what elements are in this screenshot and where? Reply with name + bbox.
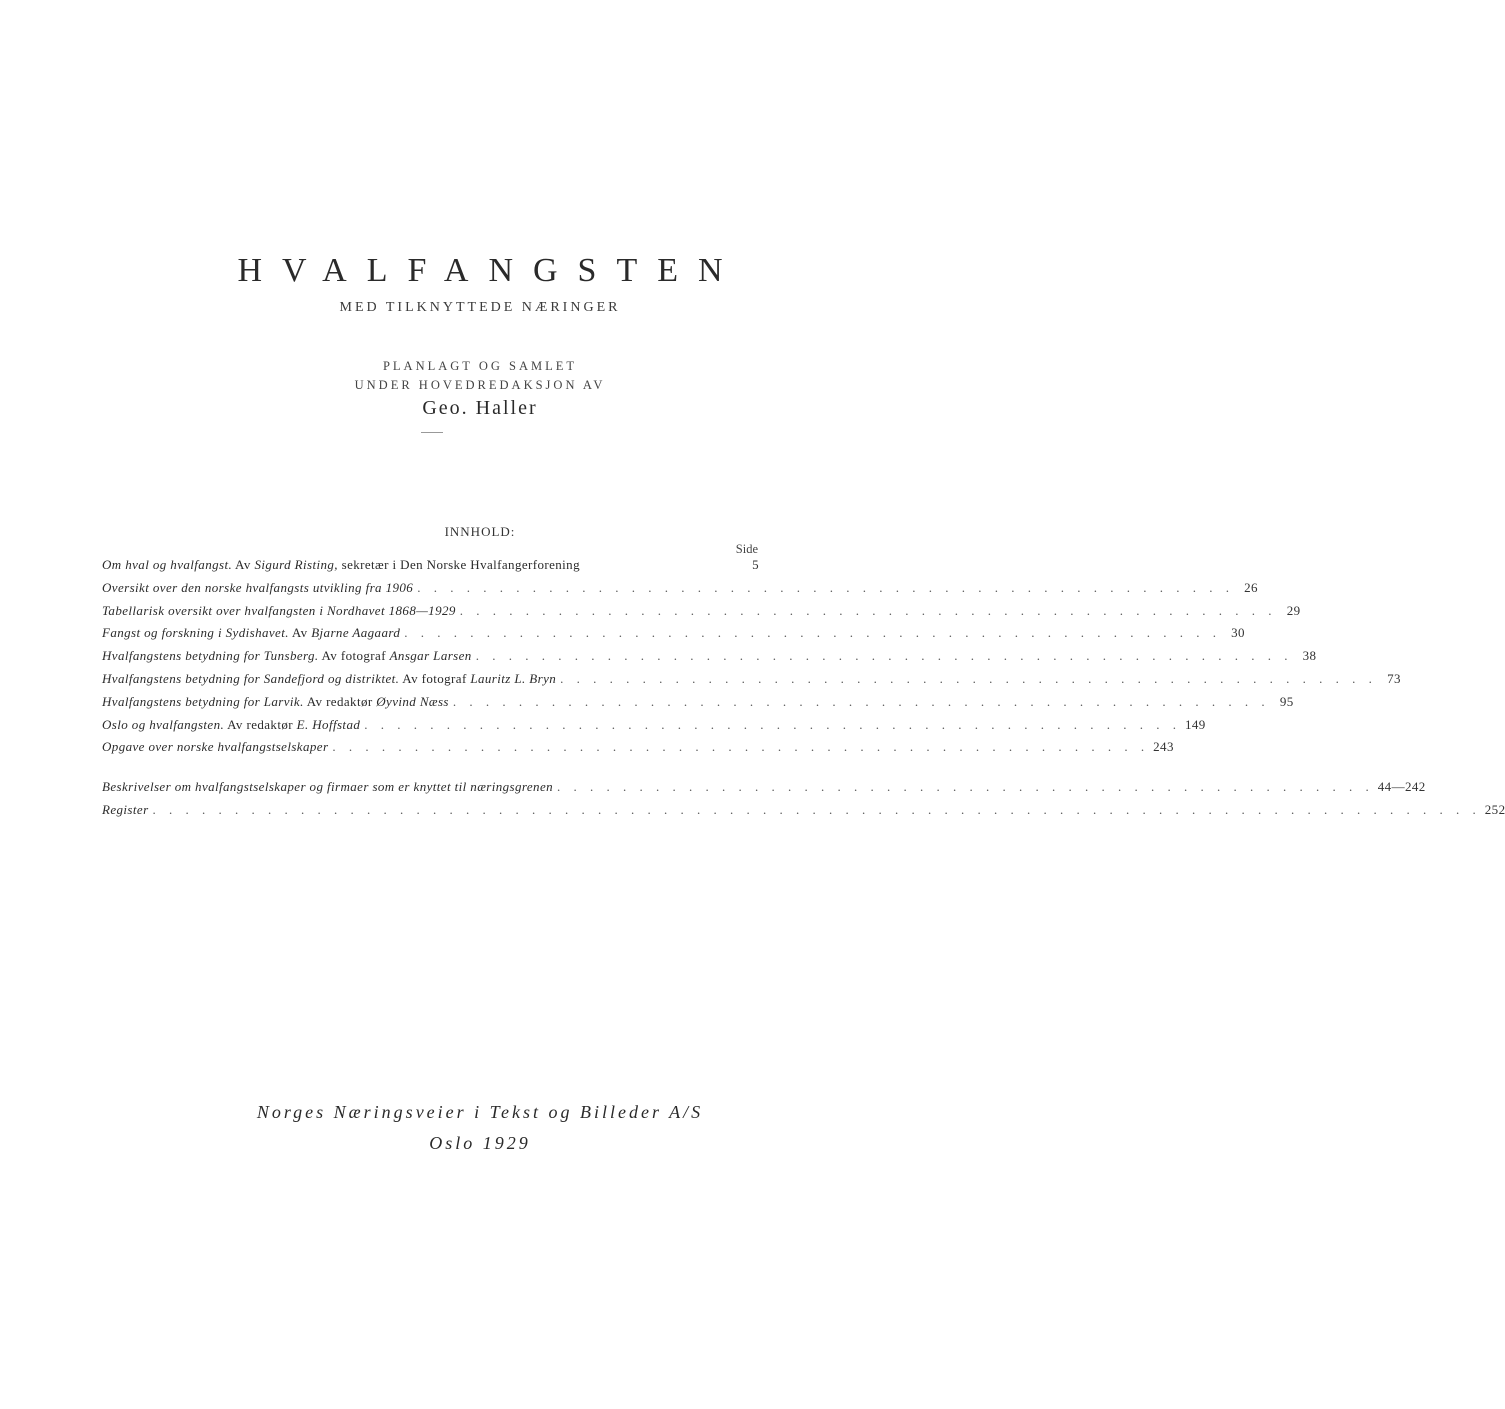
toc-entry [102,648,1317,671]
toc-entry [102,625,1245,648]
toc-page-number: 149 [1185,716,1206,732]
publisher-line: Norges Næringsveier i Tekst og Billeder A/S [256,1102,704,1122]
dot-leader: . . . . . . . . . . . . . . . . . . . . . . . . . . . . . . . . . . . . . . . . . . . . . . . . . . [404,625,1221,641]
place-year-line: Oslo 1929 [429,1133,531,1153]
toc-entry [102,557,759,580]
editor-name: Geo. Haller [422,397,538,419]
dot-leader: . . . . . . . . . . . . . . . . . . . . . . . . . . . . . . . . . . . . . . . . . . . . . . . . . . [452,693,1270,709]
toc-page-number: 73 [1387,670,1401,686]
toc-page-number: 38 [1302,648,1317,664]
page-column-label: Side [735,542,758,556]
toc-entry-title: Oversikt over den norske hvalfangsts utvikling fra 1906 [102,579,414,595]
dot-leader: . . . . . . . . . . . . . . . . . . . . . . . . . . . . . . . . . . . . . . . . . . . . . . . . . . [364,716,1181,732]
toc-page-number: 5 [752,557,759,572]
toc-page-number: 95 [1279,693,1294,709]
toc-entry [102,579,1258,603]
toc-entry-title: Opgave over norske hvalfangstselskaper [102,739,329,755]
toc-entry-title: Hvalfangstens betydning for Larvik. Av redaktør Øyvind Næss [102,693,449,709]
dot-leader: . . . . . . . . . . . . . . . . . . . . . . . . . . . . . . . . . . . . . . . . . . . . . . . . . . [560,670,1377,686]
toc-page-number: 30 [1231,625,1245,641]
dot-leader: . . . . . . . . . . . . . . . . . . . . . . . . . . . . . . . . . . . . . . . . . . . . . . . . . . [417,579,1234,595]
planned-line-2: UNDER HOVEDREDAKSJON AV [354,378,606,392]
dot-leader: . . . . . . . . . . . . . . . . . . . . . . . . . . . . . . . . . . . . . . . . . . . . . . . . . . [557,779,1374,794]
toc-heading: INNHOLD: [444,524,516,539]
dot-leader: . . . . . . . . . . . . . . . . . . . . . . . . . . . . . . . . . . . . . . . . . . . . . . . . . . . . . . . . . . . . . . . . . . . . . . . . . . . . . . . . . [152,801,1481,817]
dot-leader: . . . . . . . . . . . . . . . . . . . . . . . . . . . . . . . . . . . . . . . . . . . . . . . . . . [459,602,1277,618]
toc-page-number: 252 [1484,801,1505,817]
toc-entry [102,779,1426,802]
toc-entry [102,801,1505,825]
toc-entry [102,739,1174,762]
toc-entry [102,602,1301,626]
toc-appendix-list [102,779,1505,825]
toc-entry-title: Om hval og hvalfangst. Av Sigurd Risting, sekretær i Den Norske Hvalfangerforening [102,557,580,572]
toc-page-number: 243 [1153,739,1174,755]
toc-entry-title: Hvalfangstens betydning for Tunsberg. Av fotograf Ansgar Larsen [102,648,472,664]
toc-entry [102,693,1294,717]
divider [421,432,443,433]
planned-line-1: PLANLAGT OG SAMLET [382,359,578,373]
toc-entry-title: Register [102,801,149,817]
toc-entry [102,716,1206,740]
toc-list [102,557,1401,762]
toc-entry-title: Hvalfangstens betydning for Sandefjord og distriktet. Av fotograf Lauritz L. Bryn [102,670,557,686]
toc-entry-title: Fangst og forskning i Sydishavet. Av Bjarne Aagaard [102,625,401,641]
toc-entry-title: Oslo og hvalfangsten. Av redaktør E. Hoffstad [102,716,361,732]
toc-entry [102,670,1401,694]
toc-page-number: 29 [1286,602,1301,618]
book-subtitle: MED TILKNYTTEDE NÆRINGER [339,300,621,315]
toc-entry-title: Beskrivelser om hvalfangstselskaper og firmaer som er knyttet til næringsgrenen [102,779,554,794]
toc-page-number: 44—242 [1377,779,1426,794]
editorial-credit [0,357,960,395]
book-title: HVALFANGSTEN [237,252,743,289]
toc-page-number: 26 [1244,579,1258,595]
toc-entry-title: Tabellarisk oversikt over hvalfangsten i Nordhavet 1868—1929 [102,602,456,618]
dot-leader: . . . . . . . . . . . . . . . . . . . . . . . . . . . . . . . . . . . . . . . . . . . . . . . . . . [475,648,1293,664]
dot-leader: . . . . . . . . . . . . . . . . . . . . . . . . . . . . . . . . . . . . . . . . . . . . . . . . . . [332,739,1150,755]
